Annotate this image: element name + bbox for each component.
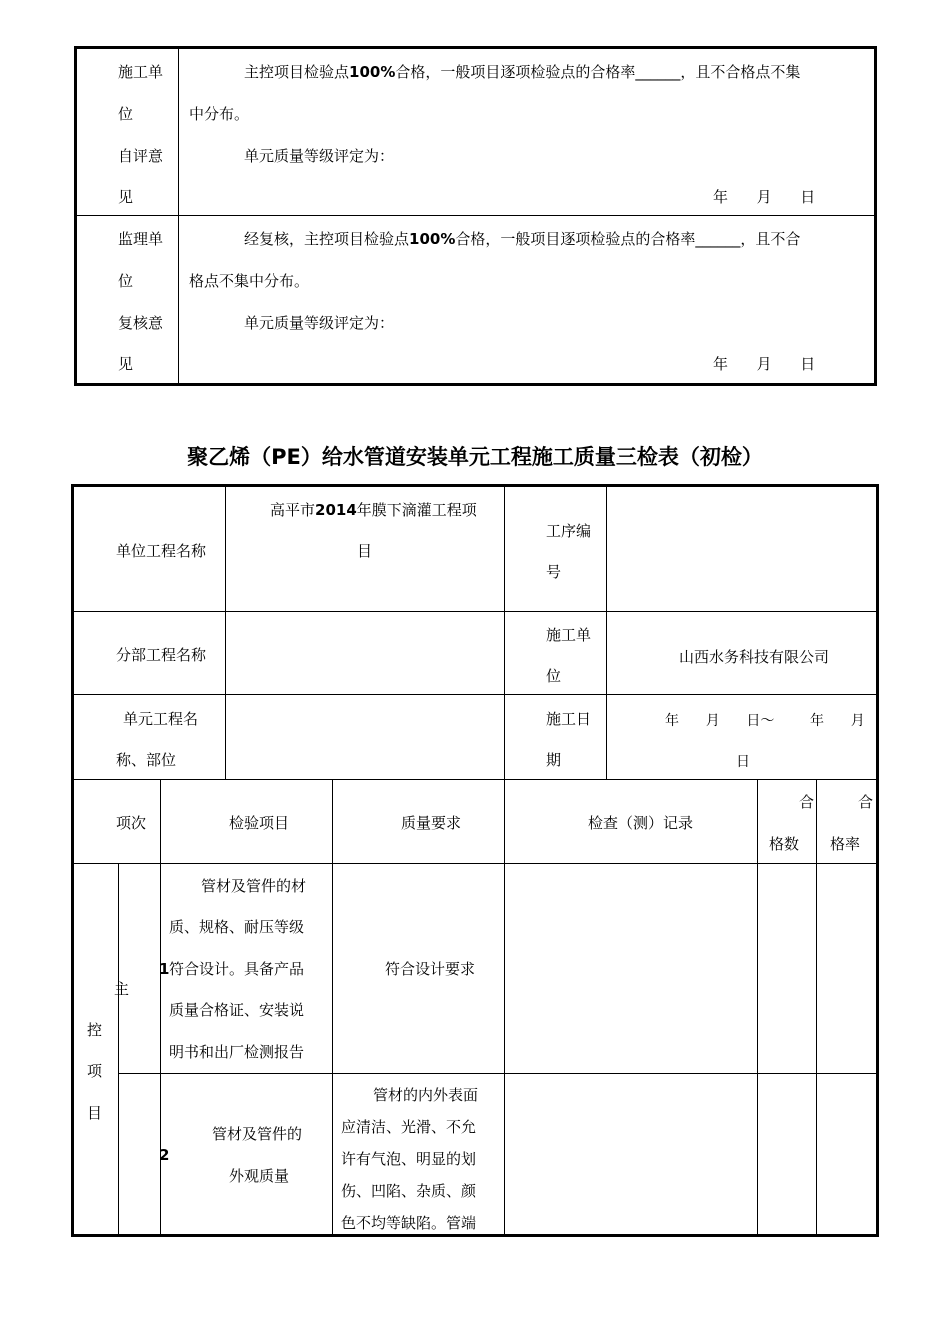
review-date: 年 月 日 [713,355,816,373]
unit-project-name: 年膜下滴灌工程项 [356,501,477,519]
review-grade-label: 单元质量等级评定为： [244,314,395,332]
group-label-main: 主 [114,980,130,998]
constructor-value[interactable]: 山西水务科技有限公司 [679,648,830,666]
construction-self-eval-label-3: 自评意 [118,147,164,165]
self-eval-statement-line2: 中分布。 [189,105,250,123]
construction-self-eval-label-4: 见 [118,188,134,206]
item-1-pass-rate-cell[interactable] [818,865,875,1072]
constructor-label-2: 位 [546,667,562,685]
group-label-1: 控 [87,1021,103,1039]
constructor-label-1: 施工单 [546,626,592,644]
supervision-review-label-4: 见 [118,355,134,373]
title-suffix: ）给水管道安装单元工程施工质量三检表（初检） [300,445,763,469]
title-pe: PE [271,445,301,469]
unit-project-value-line1[interactable] [270,500,477,520]
supervision-review-label-1: 监理单 [118,230,164,248]
item-2-req-5: 色不均等缺陷。管端 [341,1214,477,1232]
process-no-label-2: 号 [546,563,562,581]
group-label-3: 目 [87,1104,103,1122]
item-1-text-5: 明书和出厂检测报告 [169,1043,305,1061]
unit-project-year: 2014 [315,501,357,519]
unit-project-label: 单位工程名称 [116,542,207,560]
header-quality-req: 质量要求 [401,814,462,832]
self-eval-statement-line1 [244,62,800,82]
item-1-pass-count-cell[interactable] [759,865,815,1072]
sub-project-label: 分部工程名称 [116,646,207,664]
self-eval-suffix: ，且不合格点不集 [680,63,801,81]
header-item-no: 项次 [116,814,147,832]
supervision-review-label-2: 位 [118,272,134,290]
construction-self-eval-label-2: 位 [118,105,134,123]
review-prefix: 经复核，主控项目检验点 [244,230,410,248]
item-1-text-1: 管材及管件的材 [201,877,307,895]
item-2-req-3: 许有气泡、明显的划 [341,1150,477,1168]
item-1-text-2: 质、规格、耐压等级 [169,918,305,936]
header-record: 检查（测）记录 [588,814,694,832]
item-1-text-3: 符合设计。具备产品 [169,960,305,978]
self-eval-blank[interactable]: ______ [635,63,681,81]
item-2-req-2: 应清洁、光滑、不允 [341,1118,477,1136]
header-pass-rate-1: 合 [858,793,874,811]
item-1-req-1: 符合设计要求 [385,960,476,978]
review-suffix: ，且不合 [740,230,801,248]
header-pass-rate-2: 格率 [830,835,861,853]
review-mid: 合格，一般项目逐项检验点的合格率 [455,230,696,248]
construction-self-eval-label-1: 施工单 [118,63,164,81]
item-1-text-4: 质量合格证、安装说 [169,1001,305,1019]
group-label-2: 项 [87,1062,103,1080]
item-2-req-1: 管材的内外表面 [373,1086,479,1104]
self-eval-mid: 合格，一般项目逐项检验点的合格率 [395,63,636,81]
header-pass-count-1: 合 [799,793,815,811]
review-statement-line2: 格点不集中分布。 [189,272,310,290]
item-2-no: 2 [159,1146,170,1164]
unit-project-value-line2: 目 [357,542,373,560]
supervision-review-label-3: 复核意 [118,314,164,332]
self-eval-percent: 100% [349,63,396,81]
element-label-2: 称、部位 [116,751,177,769]
item-2-pass-count-cell[interactable] [759,1075,815,1233]
element-label-1: 单元工程名 [123,710,199,728]
date-label-2: 期 [546,751,562,769]
header-pass-count-2: 格数 [769,835,800,853]
item-2-text-2: 外观质量 [229,1167,290,1185]
date-label-1: 施工日 [546,710,592,728]
review-blank[interactable]: ______ [695,230,741,248]
item-2-text-1: 管材及管件的 [212,1125,303,1143]
unit-project-city: 高平市 [270,501,316,519]
self-eval-date: 年 月 日 [713,188,816,206]
review-statement-line1 [244,229,800,249]
item-2-pass-rate-cell[interactable] [818,1075,875,1233]
self-eval-grade-label: 单元质量等级评定为： [244,147,395,165]
date-value-line1[interactable]: 年 月 日～ 年 月 [665,713,865,729]
item-2-req-4: 伤、凹陷、杂质、颜 [341,1182,477,1200]
header-check-item: 检验项目 [229,814,290,832]
page-title [72,440,878,474]
title-prefix: 聚乙烯（ [187,445,272,469]
item-2-record-cell[interactable] [506,1075,756,1233]
self-eval-prefix: 主控项目检验点 [244,63,350,81]
item-1-no: 1 [159,960,170,978]
review-percent: 100% [409,230,456,248]
item-1-record-cell[interactable] [506,865,756,1072]
process-no-label-1: 工序编 [546,522,592,540]
date-value-line2: 日 [736,754,750,770]
